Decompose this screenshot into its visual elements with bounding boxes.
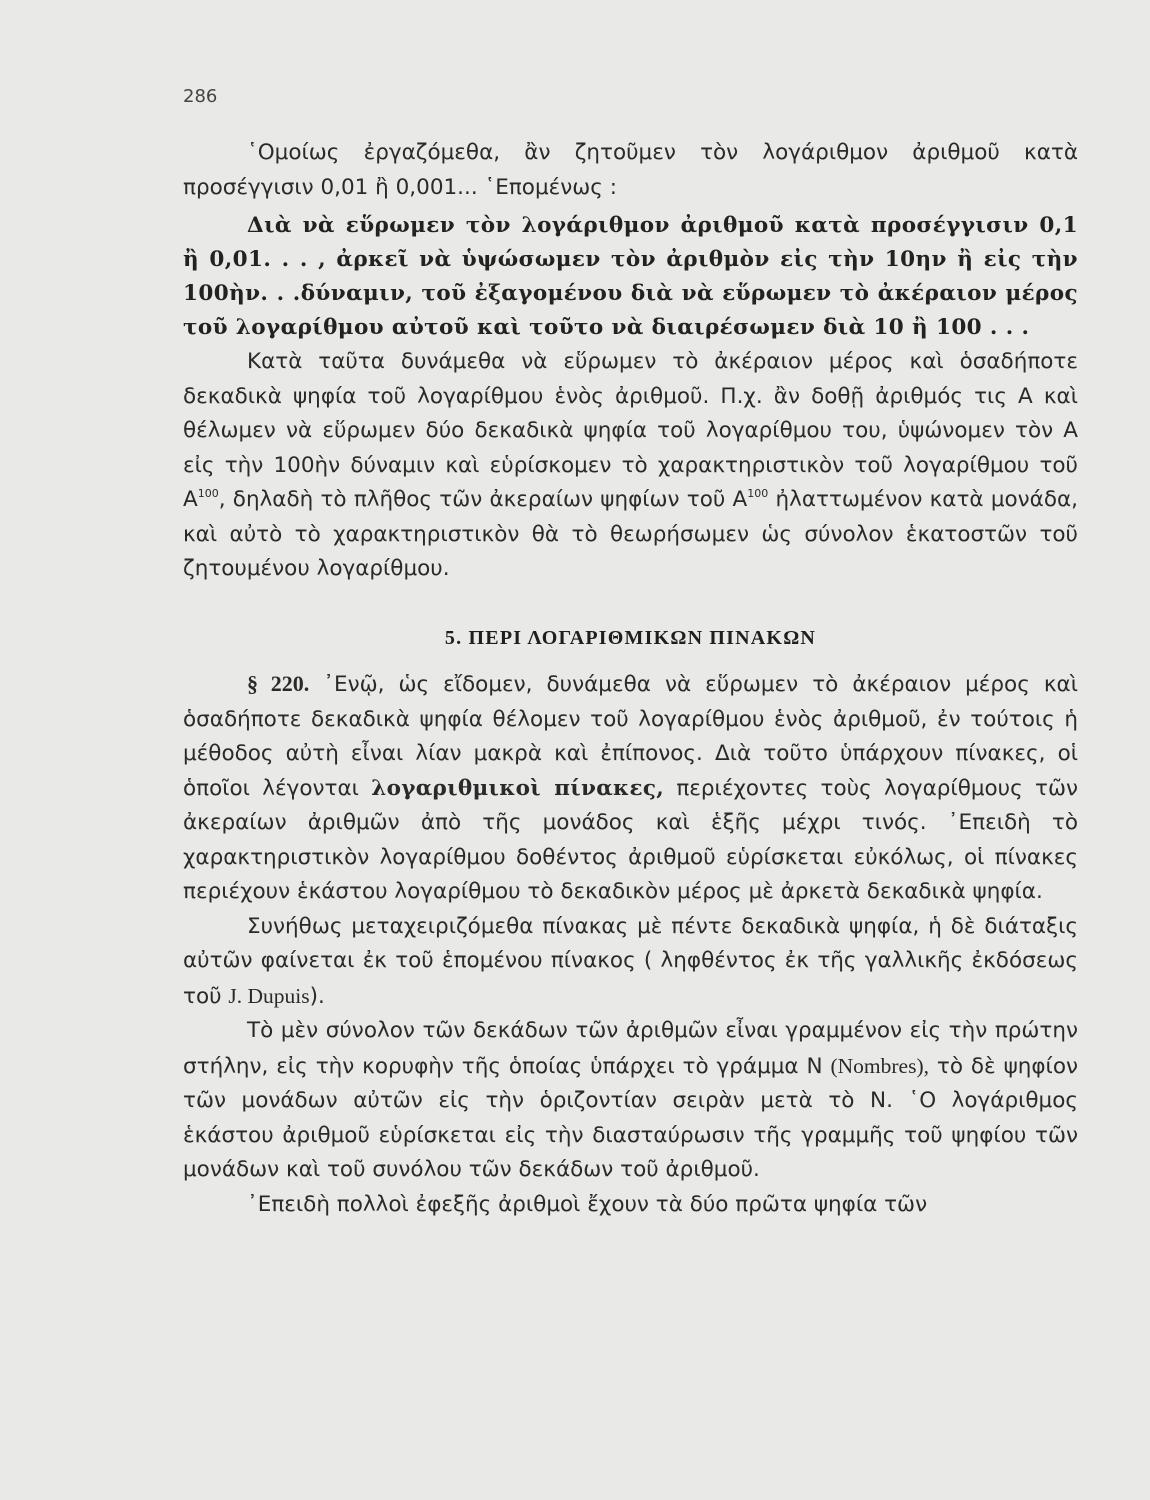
author-name: J. Dupuis [228, 983, 310, 1008]
page-body [183, 136, 1078, 1222]
layout-text-2: τὸ δὲ ψηφίον τῶν μονάδων αὐτῶν εἰς τὴν ὁριζοντίαν σειρὰν μετὰ τὸ Ν. ῾Ο λογάριθμος ἑκάστου ἀριθμοῦ εὑρίσκεται εἰς τὴν διασταύρωσιν τῆς γραμμῆς τοῦ ψηφίου τῶν μονάδων καὶ τοῦ συνόλου τῶν δεκάδων τοῦ ἀριθμοῦ. [183, 1053, 1078, 1182]
section-220-paragraph [183, 667, 1078, 910]
section-220-text-1: ᾿Ενῷ, ὡς εἴδομεν, δυνάμεθα νὰ εὕρωμεν τὸ ἀκέραιον μέρος καὶ ὁσαδήποτε δεκαδικὰ ψηφία θέλομεν τοῦ λογαρίθμου ἑνὸς ἀριθμοῦ, ἐν τούτοις ἡ μέθοδος αὐτὴ εἶναι λίαν μακρὰ καὶ ἐπίπονος. Διὰ τοῦτο ὑπάρχουν πίνακες, οἱ ὁποῖοι λέγονται [183, 672, 1078, 801]
rule-paragraph: Διὰ νὰ εὕρωμεν τὸν λογάριθμον ἀριθμοῦ κατὰ προσέγγισιν 0,1 ἢ 0,01. . . , ἀρκεῖ νὰ ὑψώσωμεν τὸν ἀριθμὸν εἰς τὴν 10ην ἢ εἰς τὴν 100ὴν. . .δύναμιν, τοῦ ἐξαγομένου διὰ νὰ εὕρωμεν τὸ ἀκέραιον μέρος τοῦ λογαρίθμου αὐτοῦ καὶ τοῦτο νὰ διαιρέσωμεν διὰ 10 ἢ 100 . . . [183, 213, 1078, 340]
section-number: § 220. [247, 671, 310, 696]
layout-paragraph [183, 1014, 1078, 1188]
last-line: ᾿Επειδὴ πολλοὶ ἐφεξῆς ἀριθμοὶ ἔχουν τὰ δύο πρῶτα ψηφία τῶν [247, 1191, 928, 1217]
page-number: 286 [183, 86, 218, 107]
exponent-1: 100 [197, 487, 219, 500]
exponent-2: 100 [747, 487, 769, 500]
example-paragraph [183, 345, 1078, 587]
tables-text-2: ). [309, 983, 325, 1009]
layout-text-1: Τὸ μὲν σύνολον τῶν δεκάδων τῶν ἀριθμῶν εἶναι γραμμένον εἰς τὴν πρώτην στήλην, εἰς τὴν κορυφὴν τῆς ὁποίας ὑπάρχει τὸ γράμμα Ν [183, 1018, 1078, 1079]
intro-paragraph: ῾Ομοίως ἐργαζόμεθα, ἂν ζητοῦμεν τὸν λογάριθμον ἀριθμοῦ κατὰ προσέγγισιν 0,01 ἢ 0,001... ῾Επομένως : [183, 140, 1078, 200]
tables-paragraph [183, 910, 1078, 1015]
section-220-text-2: περιέχοντες τοὺς λογαρίθμους τῶν ἀκεραίων ἀριθμῶν ἀπὸ τῆς μονάδος καὶ ἑξῆς μέχρι τινός. ᾿Επειδὴ τὸ χαρακτηριστικὸν λογαρίθμου δοθέντος ἀριθμοῦ εὑρίσκεται εὐκόλως, οἱ πίνακες περιέχουν ἑκάστου λογαρίθμου τὸ δεκαδικὸν μέρος μὲ ἀρκετὰ δεκαδικὰ ψηφία. [183, 775, 1079, 904]
example-text-3: ἠλαττωμένον κατὰ μονάδα, καὶ αὐτὸ τὸ χαρακτηριστικὸν θὰ τὸ θεωρήσωμεν ὡς σύνολον ἑκατοστῶν τοῦ ζητουμένου λογαρίθμου. [183, 487, 1079, 581]
bold-term: λογαριθμικοὶ πίνακες, [371, 775, 665, 801]
section-heading: 5. ΠΕΡΙ ΛΟΓΑΡΙΘΜΙΚΩΝ ΠΙΝΑΚΩΝ [444, 626, 817, 649]
example-text-2: , δηλαδὴ τὸ πλῆθος τῶν ἀκεραίων ψηφίων τοῦ Α [218, 487, 748, 512]
tables-text-1: Συνήθως μεταχειριζόμεθα πίνακας μὲ πέντε δεκαδικὰ ψηφία, ἡ δὲ διάταξις αὐτῶν φαίνεται ἐκ τοῦ ἑπομένου πίνακος ( ληφθέντος ἐκ τῆς γαλλικῆς ἐκδόσεως τοῦ [183, 913, 1078, 1009]
nombres-word: (Nombres), [830, 1053, 929, 1078]
example-text-1: Κατὰ ταῦτα δυνάμεθα νὰ εὕρωμεν τὸ ἀκέραιον μέρος καὶ ὁσαδήποτε δεκαδικὰ ψηφία τοῦ λογαρίθμου ἑνὸς ἀριθμοῦ. Π.χ. ἂν δοθῇ ἀριθμός τις Α καὶ θέλωμεν νὰ εὕρωμεν δύο δεκαδικὰ ψηφία τοῦ λογαρίθμου του, ὑψώνομεν τὸν Α εἰς τὴν 100ὴν δύναμιν καὶ εὑρίσκομεν τὸ χαρακτηριστικὸν τοῦ λογαρίθμου τοῦ Α [183, 349, 1078, 512]
